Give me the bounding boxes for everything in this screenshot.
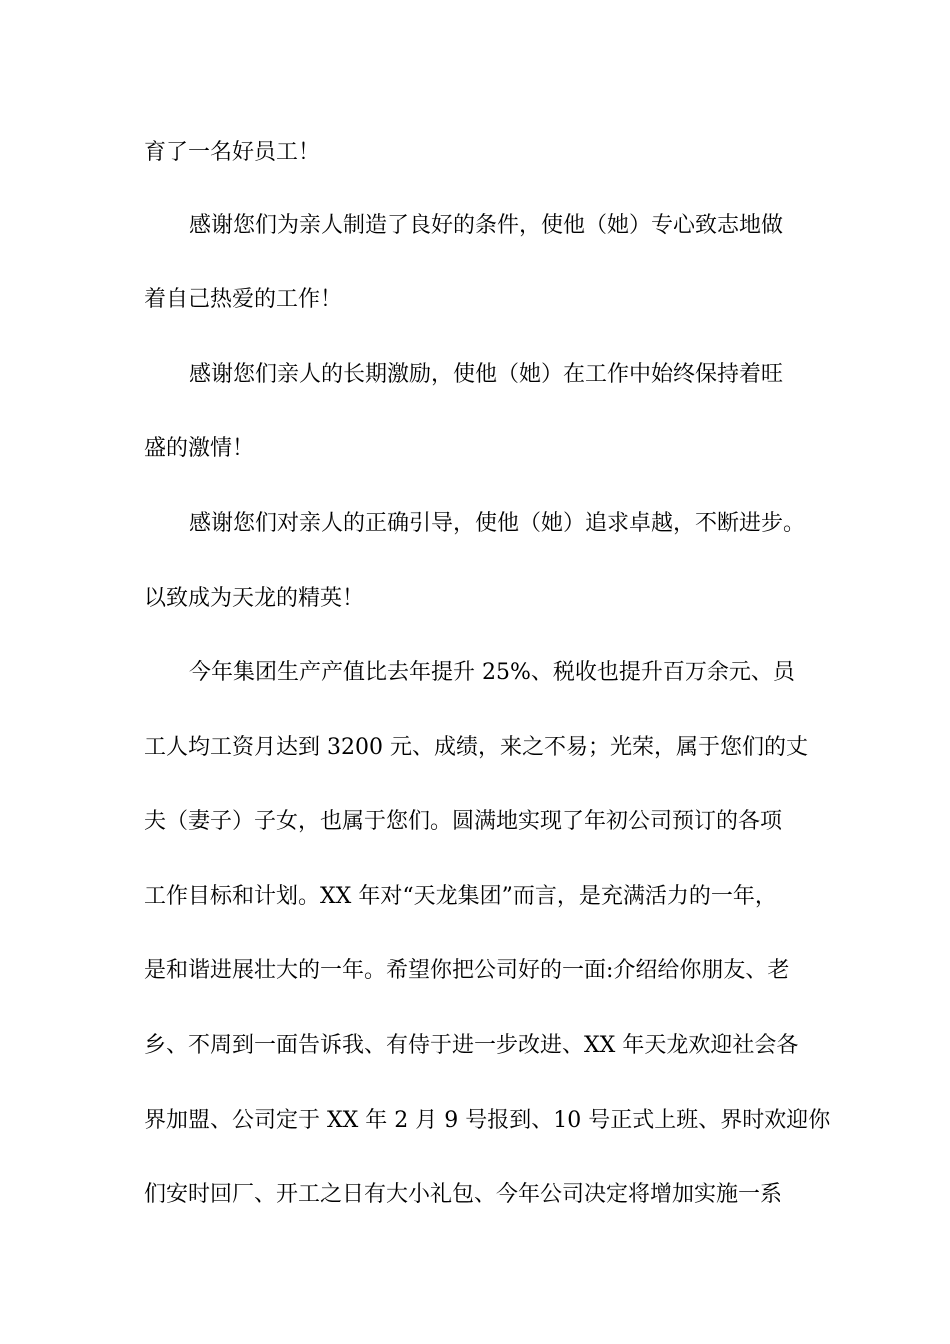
text-line-15: 们安时回厂、开工之日有大小礼包、今年公司决定将增加实施一系: [144, 1182, 783, 1207]
text-line-10: 夫（妻子）子女，也属于您们。圆满地实现了年初公司预订的各项: [144, 809, 783, 834]
text-line-4: 感谢您们亲人的长期激励，使他（她）在工作中始终保持着旺: [189, 362, 784, 387]
text-line-5: 盛的激情！: [144, 436, 255, 461]
text-line-13: 乡、不周到一面告诉我、有侍于进一步改进、XX 年天龙欢迎社会各: [144, 1033, 799, 1058]
text-line-9: 工人均工资月达到 3200 元、成绩，来之不易；光荣，属于您们的丈: [144, 735, 808, 760]
text-line-2: 感谢您们为亲人制造了良好的条件，使他（她）专心致志地做: [189, 213, 784, 238]
text-line-6: 感谢您们对亲人的正确引导，使他（她）追求卓越，不断进步。: [189, 511, 806, 536]
text-line-12: 是和谐进展壮大的一年。希望你把公司好的一面:介绍给你朋友、老: [144, 958, 790, 983]
text-line-11: 工作目标和计划。XX 年对“天龙集团”而言，是充满活力的一年，: [144, 884, 777, 909]
text-line-8: 今年集团生产产值比去年提升 25%、税收也提升百万余元、员: [189, 660, 795, 685]
text-line-1: 育了一名好员工！: [144, 140, 321, 165]
text-line-14: 界加盟、公司定于 XX 年 2 月 9 号报到、10 号正式上班、界时欢迎你: [144, 1108, 831, 1133]
text-line-7: 以致成为天龙的精英！: [144, 586, 365, 611]
text-line-3: 着自己热爱的工作！: [144, 287, 343, 312]
